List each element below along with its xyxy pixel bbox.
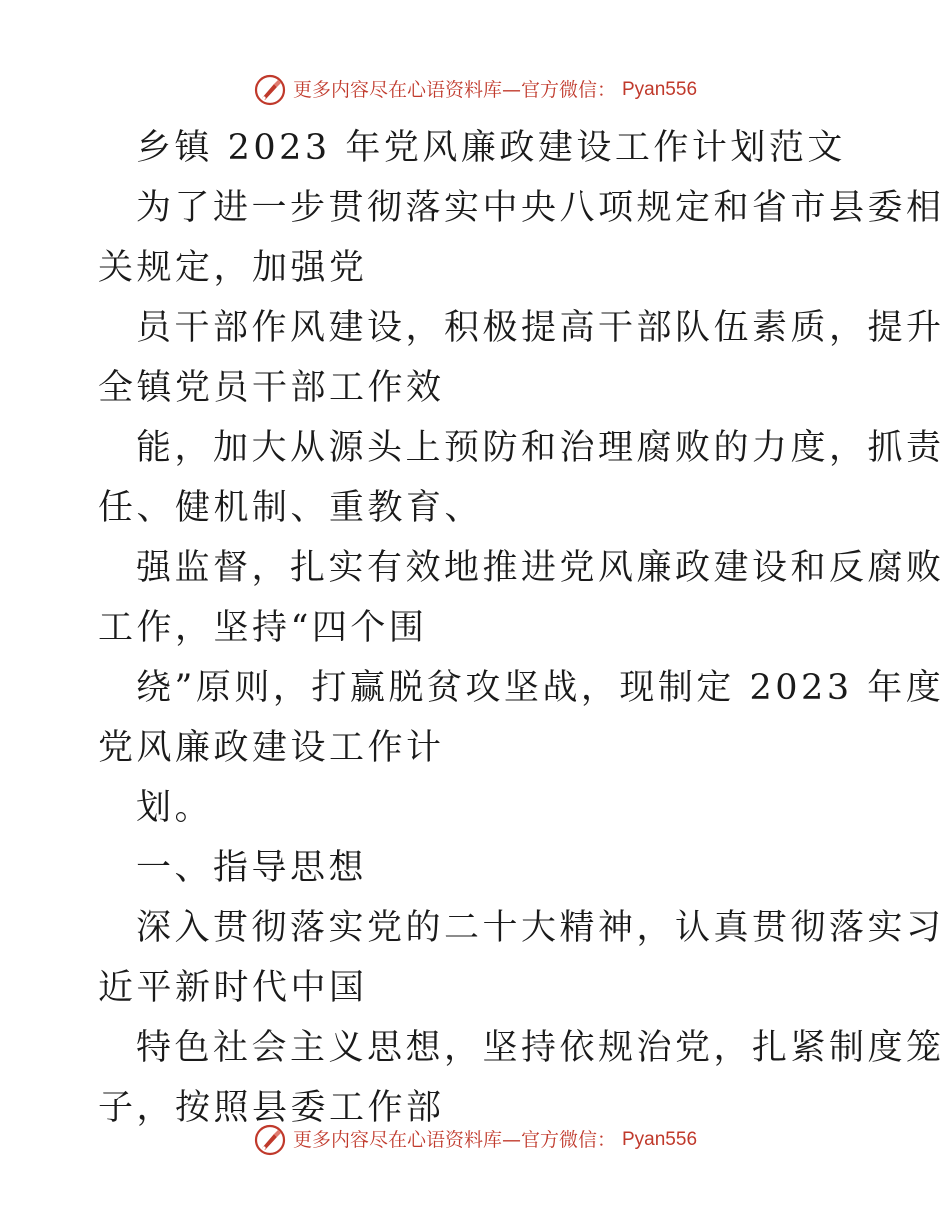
fountain-pen-seal-icon — [253, 1123, 287, 1157]
text-line: 任、健机制、重教育、 — [98, 488, 484, 528]
section-heading: 一、指导思想 — [136, 848, 368, 888]
text-line: 党风廉政建设工作计 — [98, 728, 445, 768]
text-line: 特色社会主义思想，坚持依规治党，扎紧制度笼 — [136, 1028, 945, 1068]
text-line: 员干部作风建设，积极提高干部队伍素质，提升 — [136, 308, 945, 348]
document-body — [98, 118, 945, 1138]
text-line: 能，加大从源头上预防和治理腐败的力度，抓责 — [136, 428, 945, 468]
text-line: 工作，坚持“四个围 — [98, 608, 428, 648]
text-line: 为了进一步贯彻落实中央八项规定和省市县委相 — [136, 188, 945, 228]
document-title: 乡镇 2023 年党风廉政建设工作计划范文 — [136, 128, 846, 168]
text-line: 近平新时代中国 — [98, 968, 368, 1008]
text-line: 关规定，加强党 — [98, 248, 368, 288]
fountain-pen-seal-icon — [253, 73, 287, 107]
text-line: 子，按照县委工作部 — [98, 1088, 445, 1128]
footer-watermark — [0, 1120, 950, 1160]
watermark-text: 更多内容尽在心语资料库—官方微信： — [292, 79, 616, 101]
text-line: 全镇党员干部工作效 — [98, 368, 445, 408]
text-line: 绕”原则，打赢脱贫攻坚战，现制定 2023 年度 — [136, 668, 945, 708]
watermark-text: 更多内容尽在心语资料库—官方微信： — [292, 1129, 616, 1151]
header-watermark — [0, 70, 950, 110]
text-line: 划。 — [136, 788, 214, 828]
watermark-handle: Pyan556 — [622, 79, 698, 100]
text-line: 强监督，扎实有效地推进党风廉政建设和反腐败 — [136, 548, 945, 588]
watermark-handle: Pyan556 — [622, 1129, 698, 1150]
text-line: 深入贯彻落实党的二十大精神，认真贯彻落实习 — [136, 908, 945, 948]
